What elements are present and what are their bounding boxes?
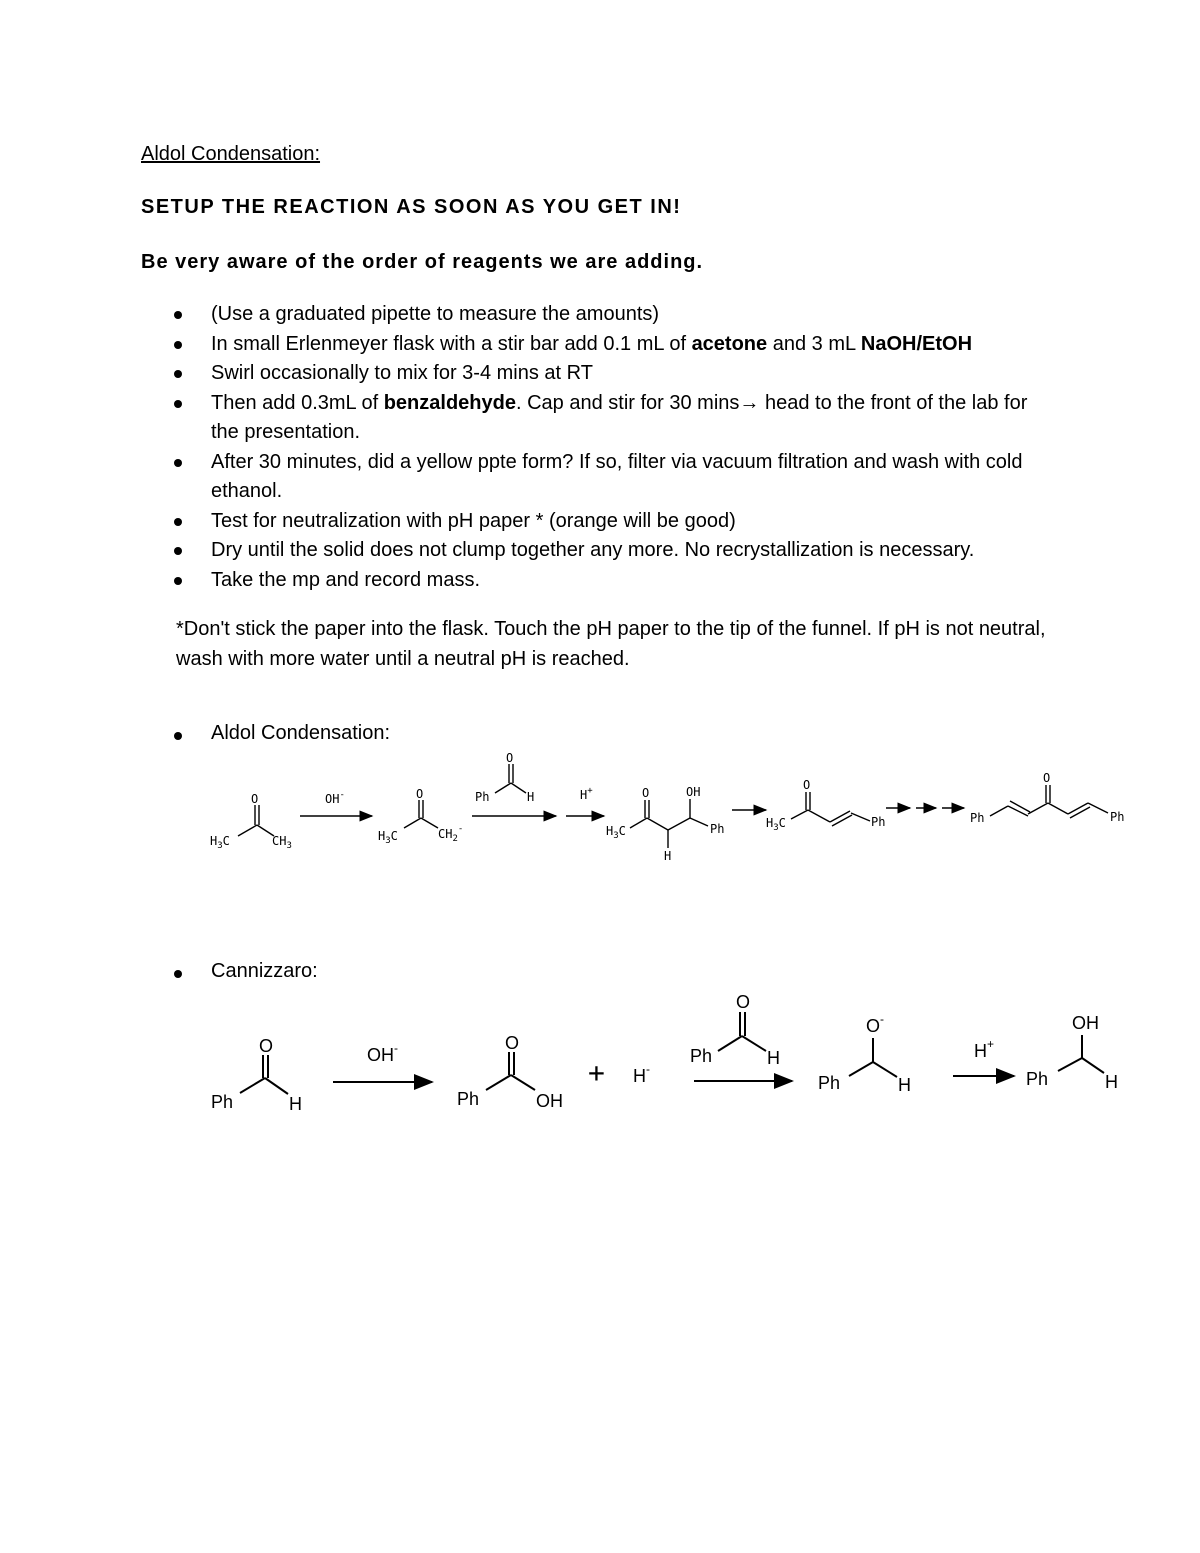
step-text: (Use a graduated pipette to measure the amounts) [211,303,660,325]
bond [718,1036,742,1051]
bond [808,810,830,822]
atom-label: Ph [690,1046,713,1066]
atom-label: H [1105,1072,1118,1092]
bond [240,1078,265,1093]
step-text: Take the mp and record mass. [211,568,481,591]
atom-label: $H_3C$ [766,816,786,833]
bond [830,811,850,822]
bond [1082,1058,1104,1073]
atom-label: H [767,1048,780,1068]
reagent-label: H- [633,1062,650,1086]
atom-label: O [259,1036,274,1056]
atom-label: $H_3C$ [606,824,626,841]
step-text: head to the front of the lab for the presentation. [211,391,1028,443]
bond [1028,803,1048,814]
atom-label: Ph [211,1092,234,1112]
bond [1068,803,1088,814]
step-text: Swirl occasionally to mix for 3-4 mins at RT [211,362,593,384]
atom-label: H [527,790,535,804]
step-text: Test for neutralization with pH paper * (orange will be good) [211,509,736,532]
bond [486,1075,511,1090]
atom-label: O [251,792,259,806]
atom-label: $CH_3$ [272,834,292,851]
bond [511,783,526,793]
step-text: Then add 0.3mL of [211,391,384,414]
reagent-naoh-etoh: NaOH/EtOH [860,332,973,355]
atom-label: O [803,778,811,792]
bond [1070,807,1090,818]
atom-label: OH [1072,1013,1099,1033]
reagent-benzaldehyde: benzaldehyde [383,391,516,414]
atom-label: H [898,1075,911,1095]
bond [832,815,852,826]
bond [791,810,808,819]
doc-title: Aldol Condensation: [141,143,321,165]
atom-label: OH [536,1091,563,1111]
reagent-label: H+ [580,786,593,802]
atom-label: $H_3C$ [210,834,230,851]
atom-label: O [1043,771,1051,785]
atom-label: Ph [457,1089,480,1109]
atom-label: Ph [475,790,490,804]
bond [421,818,438,828]
bond [690,818,708,826]
atom-label: OH [686,785,701,799]
arrow-icon: → [739,391,760,414]
reagent-label: OH- [367,1041,398,1065]
atom-label: Ph [871,815,886,829]
bond [668,818,690,830]
plus-sign: + [588,1056,605,1089]
reagent-label: H+ [974,1037,995,1061]
atom-label: $CH_2^-$ [438,824,464,844]
bond [1010,801,1030,812]
bond [1058,1058,1082,1071]
atom-label: H [289,1094,302,1114]
bond [238,825,257,836]
bond [511,1075,535,1090]
atom-label: Ph [1110,810,1125,824]
step-text: and 3 mL [767,332,861,355]
bond [495,783,511,793]
atom-label: O [736,992,751,1012]
step-text: Dry until the solid does not clump together any more. No recrystallization is necessary. [211,539,975,561]
bond [630,818,647,828]
setup-warning: SETUP THE REACTION AS SOON AS YOU GET IN! [141,196,682,218]
bond [265,1078,288,1094]
reagent-label: OH- [325,790,345,806]
step-text: In small Erlenmeyer flask with a stir bar add 0.1 mL of [211,332,692,355]
section-label: Aldol Condensation: [211,722,391,744]
atom-label: O [416,787,424,801]
bond [873,1062,897,1077]
step-text: . Cap and stir for 30 mins [515,391,740,414]
atom-label: Ph [818,1073,841,1093]
bond [404,818,421,828]
section-label: Cannizzaro: [211,960,318,982]
atom-label: O [505,1033,520,1053]
bond [990,806,1008,816]
bond [851,813,870,821]
atom-label: O- [866,1012,885,1036]
bond [849,1062,873,1076]
atom-label: Ph [1026,1069,1049,1089]
footnote: *Don't stick the paper into the flask. Touch the pH paper to the tip of the funnel. If pH is not neutral, wash with more water until a neutral pH is reached. [176,618,1046,670]
atom-label: Ph [970,811,985,825]
order-warning: Be very aware of the order of reagents we are adding. [141,251,704,273]
atom-label: Ph [710,822,725,836]
bond [1088,803,1108,813]
bond [1008,806,1028,816]
atom-label: $H_3C$ [378,829,398,846]
bond [647,818,668,830]
step-text: After 30 minutes, did a yellow ppte form? If so, filter via vacuum filtration and wash with cold ethanol. [211,450,1023,502]
reagent-acetone: acetone [691,332,768,355]
atom-label: O [506,751,514,765]
atom-label: H [664,849,672,863]
bond [1048,803,1068,814]
atom-label: O [642,786,650,800]
bond [742,1036,766,1051]
